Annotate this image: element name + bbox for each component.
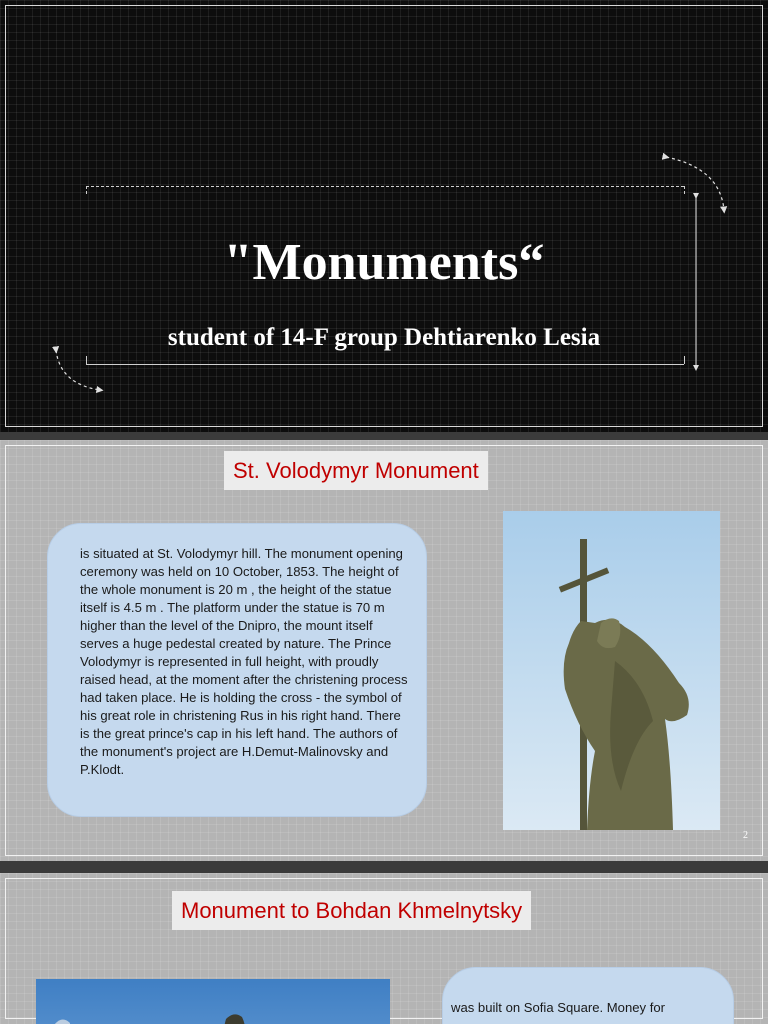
description-bubble: was built on Sofia Square. Money for <box>442 967 734 1024</box>
page-number: 2 <box>743 830 748 841</box>
description-bubble: is situated at St. Volodymyr hill. The monument opening ceremony was held on 10 October, 1853. The height of the whole monument is 20 m , the height of the statue itself is 4.5 m . The platform under the statue is 70 m higher than the level of the Dnipro, the mount itself serves a huge pedestal created by nature. The Prince Volodymyr is represented in full height, with proudly raised head, at the moment after the christening process had taken place. He is holding the cross - the symbol of his great role in christening Rus in his right hand. There is the great prince's cap in his left hand. The authors of the monument's project are H.Demut-Malinovsky and P.Klodt. <box>47 523 427 817</box>
slide-heading: Monument to Bohdan Khmelnytsky <box>172 891 531 930</box>
presentation-title: "Monuments“ <box>223 234 545 291</box>
statue-photo <box>503 511 720 830</box>
slide-heading: St. Volodymyr Monument <box>224 451 488 490</box>
slide-khmelnytsky <box>0 873 768 1024</box>
slide-volodymyr <box>0 440 768 861</box>
decorative-arrows-icon <box>0 0 768 432</box>
monument-photo <box>36 979 390 1024</box>
presentation-subtitle: student of 14-F group Dehtiarenko Lesia <box>167 324 601 351</box>
title-slide <box>0 0 768 432</box>
